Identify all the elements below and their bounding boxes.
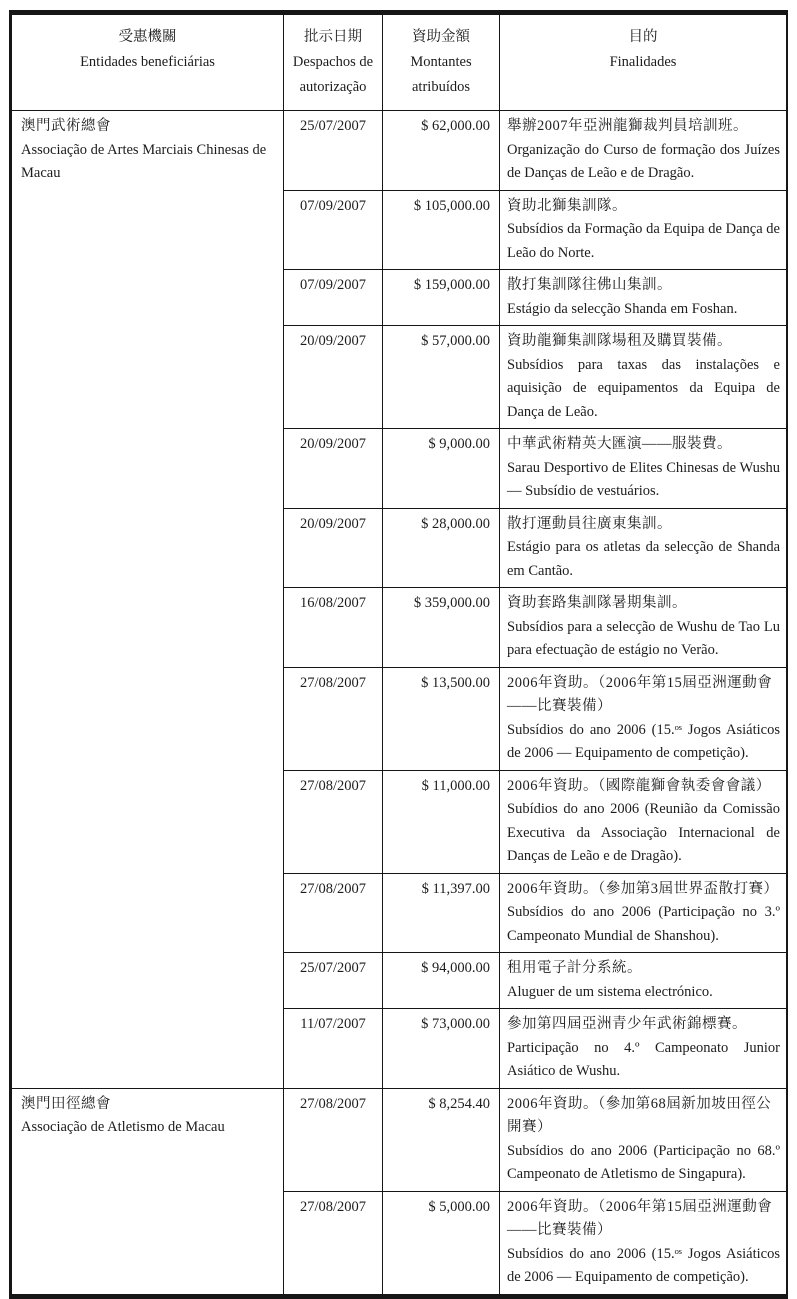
purpose-pt: Subsídios para taxas das instalações e aquisição de equipamentos da Equipa de Dança de Leão. <box>507 356 780 420</box>
purpose-zh: 散打集訓隊往佛山集訓。 <box>507 277 672 293</box>
purpose-zh: 參加第四屆亞洲青少年武術錦標賽。 <box>507 1016 747 1032</box>
amount-cell: $ 11,000.00 <box>383 770 500 873</box>
purpose-zh: 2006年資助。（參加第3屆世界盃散打賽） <box>507 880 779 897</box>
header-date-pt: Despachos de autorização <box>292 54 374 95</box>
amount-cell: $ 9,000.00 <box>383 429 500 509</box>
purpose-pt: Subsídios para a selecção de Wushu de Tao Lu para efectuação de estágio no Verão. <box>507 618 780 658</box>
purpose-pt: Subídios do ano 2006 (Reunião da Comissão Executiva da Associação Internacional de Danças de Leão e de Dragão). <box>507 801 780 864</box>
amount-cell: $ 11,397.00 <box>383 873 500 953</box>
purpose-zh: 資助套路集訓隊暑期集訓。 <box>507 595 687 611</box>
date-cell: 16/08/2007 <box>284 588 383 668</box>
purpose-zh: 舉辦2007年亞洲龍獅裁判員培訓班。 <box>507 118 748 134</box>
purpose-cell <box>500 770 787 873</box>
purpose-pt: Subsídios do ano 2006 (Participação no 68.º Campeonato de Atletismo de Singapura). <box>507 1142 780 1182</box>
amount-cell: $ 359,000.00 <box>383 588 500 668</box>
purpose-pt: Participação no 4.º Campeonato Junior Asiático de Wushu. <box>507 1039 780 1079</box>
date-cell: 07/09/2007 <box>284 270 383 326</box>
date-cell: 27/08/2007 <box>284 873 383 953</box>
date-cell: 27/08/2007 <box>284 1191 383 1294</box>
purpose-pt: Aluguer de um sistema electrónico. <box>507 983 713 1000</box>
purpose-pt: Subsídios do ano 2006 (Participação no 3.º Campeonato Mundial de Shanshou). <box>507 904 780 944</box>
purpose-zh: 資助龍獅集訓隊場租及購買裝備。 <box>507 333 732 349</box>
amount-cell: $ 5,000.00 <box>383 1191 500 1294</box>
header-amount <box>383 15 500 111</box>
amount-cell: $ 8,254.40 <box>383 1088 500 1191</box>
purpose-zh: 2006年資助。（2006年第15屆亞洲運動會——比賽裝備） <box>507 674 773 714</box>
header-date <box>284 15 383 111</box>
header-purpose-pt: Finalidades <box>609 54 677 70</box>
purpose-pt: Estágio para os atletas da selecção de Shanda em Cantão. <box>507 539 780 579</box>
date-cell: 20/09/2007 <box>284 429 383 509</box>
purpose-zh: 租用電子計分系統。 <box>507 960 642 976</box>
date-cell: 11/07/2007 <box>284 1009 383 1089</box>
purpose-cell <box>500 1088 787 1191</box>
beneficiary-pt: Associação de Atletismo de Macau <box>21 1119 225 1135</box>
amount-cell: $ 105,000.00 <box>383 190 500 270</box>
amount-cell: $ 94,000.00 <box>383 953 500 1009</box>
purpose-cell <box>500 111 787 191</box>
purpose-zh: 2006年資助。（參加第68屆新加坡田徑公開賽） <box>507 1095 772 1135</box>
date-cell: 27/08/2007 <box>284 1088 383 1191</box>
purpose-zh: 2006年資助。（2006年第15屆亞洲運動會——比賽裝備） <box>507 1198 773 1238</box>
amount-cell: $ 13,500.00 <box>383 667 500 770</box>
subsidy-table <box>11 14 787 1295</box>
purpose-cell <box>500 873 787 953</box>
table-body <box>12 111 787 1295</box>
header-date-zh: 批示日期 <box>304 29 362 45</box>
purpose-pt: Subsídios da Formação da Equipa de Dança de Leão do Norte. <box>507 221 780 261</box>
table-header <box>12 15 787 111</box>
purpose-zh: 2006年資助。（國際龍獅會執委會會議） <box>507 777 771 794</box>
date-cell: 27/08/2007 <box>284 667 383 770</box>
header-amount-pt: Montantes atribuídos <box>410 54 472 95</box>
date-cell: 20/09/2007 <box>284 508 383 588</box>
beneficiary-cell <box>12 1088 284 1294</box>
header-row <box>12 15 787 111</box>
beneficiary-zh: 澳門武術總會 <box>21 118 111 134</box>
purpose-cell <box>500 429 787 509</box>
date-cell: 07/09/2007 <box>284 190 383 270</box>
purpose-cell <box>500 270 787 326</box>
amount-cell: $ 28,000.00 <box>383 508 500 588</box>
table-row <box>12 1088 787 1191</box>
subsidy-table-frame <box>9 10 788 1299</box>
purpose-cell <box>500 508 787 588</box>
purpose-pt: Organização do Curso de formação dos Juízes de Danças de Leão e de Dragão. <box>507 141 780 181</box>
beneficiary-zh: 澳門田徑總會 <box>21 1095 111 1112</box>
header-amount-zh: 資助金額 <box>412 29 470 45</box>
purpose-cell <box>500 1009 787 1089</box>
date-cell: 20/09/2007 <box>284 326 383 429</box>
purpose-cell <box>500 667 787 770</box>
beneficiary-pt: Associação de Artes Marciais Chinesas de Macau <box>21 141 267 181</box>
header-purpose <box>500 15 787 111</box>
purpose-cell <box>500 953 787 1009</box>
purpose-pt: Subsídios do ano 2006 (15.ᵒˢ Jogos Asiáticos de 2006 — Equipamento de competição). <box>507 721 780 761</box>
purpose-pt: Estágio da selecção Shanda em Foshan. <box>507 300 738 317</box>
purpose-cell <box>500 588 787 668</box>
beneficiary-cell <box>12 111 284 1089</box>
header-beneficiary-pt: Entidades beneficiárias <box>80 54 215 70</box>
amount-cell: $ 159,000.00 <box>383 270 500 326</box>
purpose-zh: 資助北獅集訓隊。 <box>507 197 627 214</box>
purpose-cell <box>500 1191 787 1294</box>
amount-cell: $ 57,000.00 <box>383 326 500 429</box>
purpose-cell <box>500 190 787 270</box>
purpose-cell <box>500 326 787 429</box>
table-row <box>12 111 787 191</box>
date-cell: 27/08/2007 <box>284 770 383 873</box>
purpose-pt: Sarau Desportivo de Elites Chinesas de Wushu — Subsídio de vestuários. <box>507 459 780 499</box>
amount-cell: $ 62,000.00 <box>383 111 500 191</box>
purpose-zh: 散打運動員往廣東集訓。 <box>507 515 672 532</box>
header-beneficiary <box>12 15 284 111</box>
amount-cell: $ 73,000.00 <box>383 1009 500 1089</box>
purpose-pt: Subsídios do ano 2006 (15.ᵒˢ Jogos Asiáticos de 2006 — Equipamento de competição). <box>507 1245 780 1285</box>
purpose-zh: 中華武術精英大匯演——服裝費。 <box>507 436 732 452</box>
date-cell: 25/07/2007 <box>284 111 383 191</box>
header-purpose-zh: 目的 <box>628 29 658 45</box>
header-beneficiary-zh: 受惠機關 <box>118 29 177 45</box>
date-cell: 25/07/2007 <box>284 953 383 1009</box>
